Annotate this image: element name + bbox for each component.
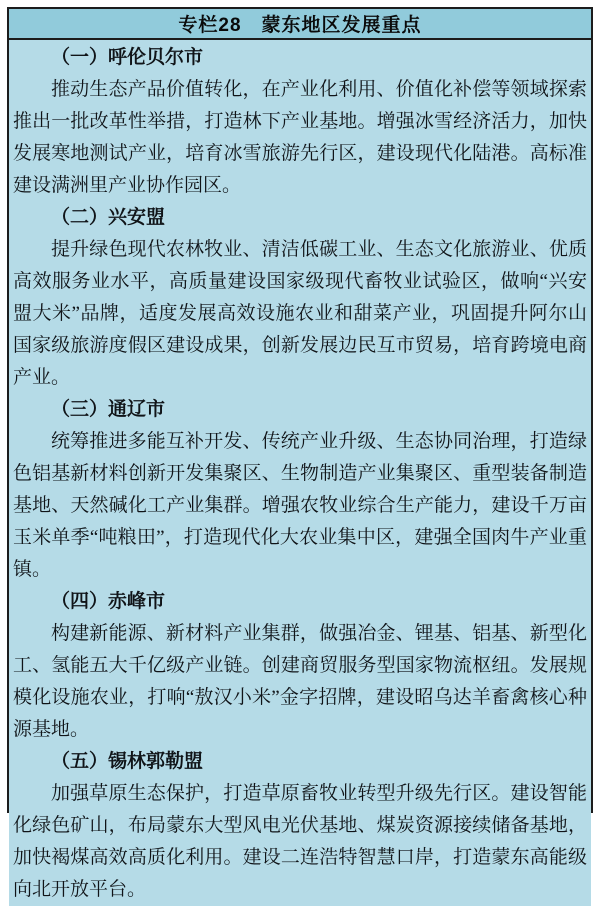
section-tongliao — [13, 394, 587, 586]
section-heading: （二）兴安盟 — [51, 207, 166, 228]
feature-box — [7, 7, 593, 900]
section-paragraph: 推动生态产品价值转化，在产业化利用、价值化补偿等领域探索推出一批改革性举措，打造林下产业基地。增强冰雪经济活力，加快发展寒地测试产业，培育冰雪旅游先行区，建设现代化陆港。高标准建设满洲里产业协作园区。 — [13, 79, 587, 196]
section-paragraph: 构建新能源、新材料产业集群，做强冶金、锂基、铝基、新型化工、氢能五大千亿级产业链。创建商贸服务型国家物流枢纽。发展规模化设施农业，打响“敖汉小米”金字招牌，建设昭乌达羊畜禽核心种源基地。 — [13, 623, 587, 740]
section-heading: （一）呼伦贝尔市 — [51, 47, 204, 68]
section-chifeng — [13, 586, 587, 746]
section-heading: （五）锡林郭勒盟 — [51, 751, 204, 772]
section-heading: （三）通辽市 — [51, 399, 166, 420]
section-hinggan — [13, 202, 587, 394]
section-paragraph: 加强草原生态保护，打造草原畜牧业转型升级先行区。建设智能化绿色矿山，布局蒙东大型风电光伏基地、煤炭资源接续储备基地，加快褐煤高效高质化利用。建设二连浩特智慧口岸，打造蒙东高能级向北开放平台。 — [13, 783, 587, 900]
panel-body — [9, 40, 591, 906]
section-hulunbuir — [13, 42, 587, 202]
panel-title: 专栏28 蒙东地区发展重点 — [9, 9, 591, 40]
section-paragraph: 统筹推进多能互补开发、传统产业升级、生态协同治理，打造绿色铝基新材料创新开发集聚区、生物制造产业集聚区、重型装备制造基地、天然碱化工产业集群。增强农牧业综合生产能力，建设千万亩玉米单季“吨粮田”，打造现代化大农业集中区，建强全国肉牛产业重镇。 — [13, 431, 587, 580]
section-heading: （四）赤峰市 — [51, 591, 166, 612]
section-paragraph: 提升绿色现代农林牧业、清洁低碳工业、生态文化旅游业、优质高效服务业水平，高质量建设国家级现代畜牧业试验区，做响“兴安盟大米”品牌，适度发展高效设施农业和甜菜产业，巩固提升阿尔山国家级旅游度假区建设成果，创新发展边民互市贸易，培育跨境电商产业。 — [13, 239, 587, 388]
section-xilingol — [13, 746, 587, 906]
